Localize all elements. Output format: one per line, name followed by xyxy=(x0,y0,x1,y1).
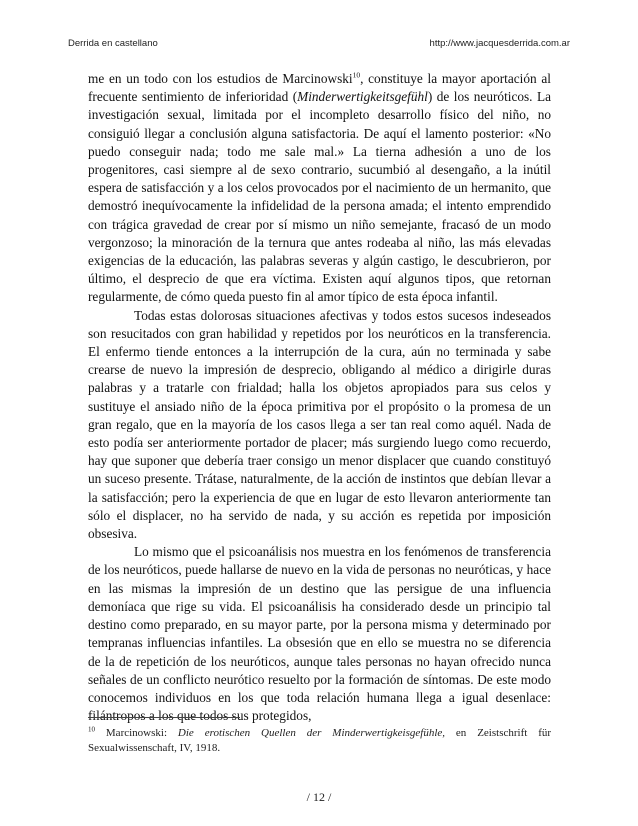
p1-italic-term: Minderwertigkeitsgefühl xyxy=(297,89,428,105)
footnote-divider xyxy=(88,717,240,718)
footnote-author: Marcinowski: xyxy=(105,727,168,739)
header-url: http://www.jacquesderrida.com.ar xyxy=(429,38,570,49)
page-number: / 12 / xyxy=(306,790,332,804)
p1-text-rest: ) de los neuróticos. La investigación sexual, limitada por el incompleto desarrollo físico del niño, no consiguió llegar a conclusión alguna satisfactoria. De aquí el lamento posterior: «No puedo conseguir nada; todo me sale mal.» La tierna adhesión a uno de los progenitores, casi siempre al de sexo contrario, sucumbió al desengaño, a la inútil espera de satisfacción y a los celos provocados por el nacimiento de un hermanito, que demostró inequívocamente la infidelidad de la persona amada; el intento emprendido con trágica gravedad de crear por sí mismo un niño semejante, fracasó de un modo vergonzoso; la minoración de la ternura que antes rodeaba al niño, las más elevadas exigencias de la educación, las palabras severas y algún castigo, le descubrieron, por último, el desprecio de que era víctima. Existen aquí algunos tipos, que retornan regularmente, de cómo queda puesto fin al amor típico de esta época infantil. xyxy=(88,89,551,305)
paragraph-3: Lo mismo que el psicoanálisis nos muestra en los fenómenos de transferencia de los neuróticos, puede hallarse de nuevo en la vida de personas no neuróticas, y hace en las mismas la impresión de un destino que las persigue de una influencia demoníaca que rige su vida. El psicoanálisis ha considerado desde un principio tal destino como preparado, en su mayor parte, por la persona misma y determinado por tempranas influencias infantiles. La obsesión que en ello se muestra no se diferencia de la de repetición de los neuróticos, aunque tales personas no hayan ofrecido nunca señales de un conflicto neurótico resuelto por la formación de síntomas. De este modo conocemos individuos en los que toda relación humana llega a igual desenlace: filántropos a los que todos sus protegidos, xyxy=(88,544,551,724)
paragraph-2: Todas estas dolorosas situaciones afectivas y todos estos sucesos indeseados son resucitados con gran habilidad y repetidos por los neuróticos en la transferencia. El enfermo tiende entonces a la interrupción de la cura, aún no terminada y sabe crearse de nuevo la impresión de desprecio, obligando al médico a dirigirle duras palabras y a tratarle con frialdad; halla los objetos apropiados para sus celos y sustituye el ansiado niño de la época primitiva por el propósito o la promesa de un gran regalo, que en la mayoría de los casos llega a ser tan real como aquél. Nada de esto podía ser anteriormente portador de placer; más surgiendo luego como recuerdo, hay que suponer que debería traer consigo un menor displacer que cuando constituyó un suceso presente. Trátase, naturalmente, de la acción de instintos que debían llevar a la satisfacción; pero la experiencia de que en lugar de esto llevaron anteriormente tan sólo el displacer, no ha servido de nada, y su acción es repetida por imposición obsesiva. xyxy=(88,307,551,542)
body-text xyxy=(88,70,551,725)
footnote-number: 10 xyxy=(88,725,95,734)
running-header xyxy=(68,38,570,52)
header-site-title: Derrida en castellano xyxy=(68,38,158,49)
footnote-reference: 10 xyxy=(352,70,361,80)
footnote-title: Die erotischen Quellen der Minderwertigkeisgefühle, xyxy=(177,727,446,739)
footnote xyxy=(88,726,551,756)
p1-text-mid: , constituye la mayor aportación al frecuente sentimiento de inferioridad ( xyxy=(88,71,551,105)
p1-text-start: me en un todo con los estudios de Marcinowski xyxy=(88,71,353,86)
footnote-source: en Zeistschrift für Sexualwissenschaft, IV, 1918. xyxy=(88,727,552,754)
paragraph-1 xyxy=(88,70,551,307)
